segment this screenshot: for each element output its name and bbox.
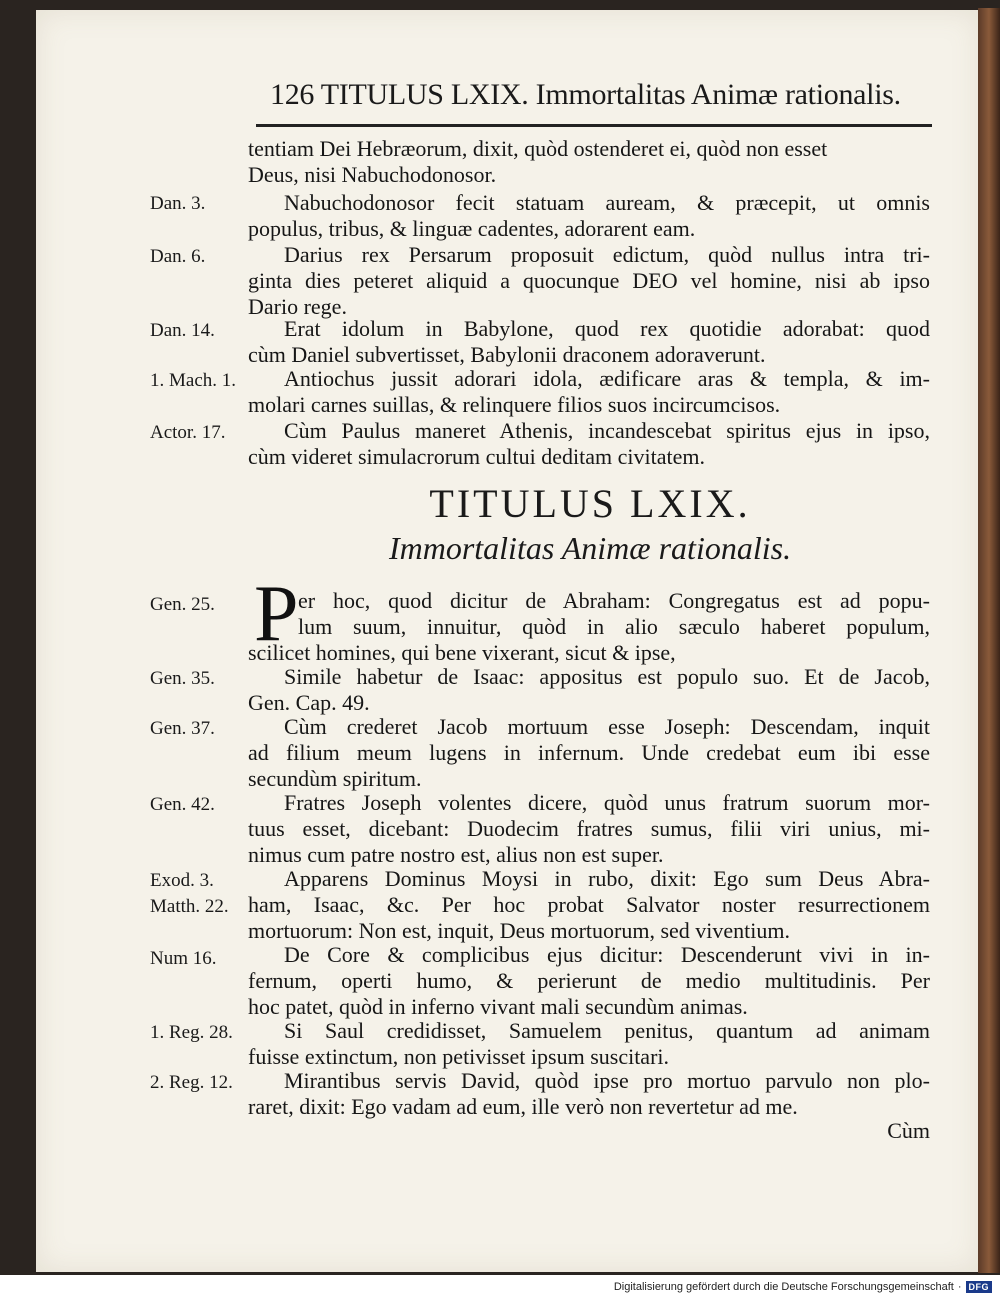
margin-reference: 1. Reg. 28. <box>150 1022 233 1043</box>
text-line: De Core & complicibus ejus dicitur: Descenderunt vivi in in- <box>284 942 930 967</box>
margin-reference: Matth. 22. <box>150 896 229 917</box>
margin-reference: Dan. 6. <box>150 246 206 267</box>
text-line: Cùm crederet Jacob mortuum esse Joseph: Descendam, inquit <box>284 714 930 739</box>
text-line: ginta dies peteret aliquid a quocunque DEO vel homine, nisi ab ipso <box>248 268 930 293</box>
text-line: mortuorum: Non est, inquit, Deus mortuorum, sed viventium. <box>248 918 791 943</box>
margin-reference: Gen. 25. <box>150 594 215 615</box>
text-line: cùm Daniel subvertisset, Babylonii draconem adoraverunt. <box>248 342 766 367</box>
margin-reference: Gen. 35. <box>150 668 215 689</box>
text-line: ad filium meum lugens in infernum. Unde credebat eum ibi esse <box>248 740 930 765</box>
text-line: Dario rege. <box>248 294 347 319</box>
margin-reference: 1. Mach. 1. <box>150 370 237 391</box>
footer-text: Digitalisierung gefördert durch die Deutsche Forschungsgemeinschaft <box>613 1281 954 1293</box>
margin-reference: Dan. 14. <box>150 320 215 341</box>
margin-reference: Gen. 37. <box>150 718 215 739</box>
margin-reference: Num 16. <box>150 948 217 969</box>
text-line: Cùm Paulus maneret Athenis, incandescebat spiritus ejus in ipso, <box>284 418 930 443</box>
margin-reference: Gen. 42. <box>150 794 215 815</box>
text-line: scilicet homines, qui bene vixerant, sicut & ipse, <box>248 640 676 665</box>
running-header: 126 TITULUS LXIX. Immortalitas Animæ rationalis. <box>270 78 901 111</box>
text-line: Si Saul credidisset, Samuelem penitus, quantum ad animam <box>284 1018 930 1043</box>
margin-reference: Actor. 17. <box>150 422 226 443</box>
section-subtitle: Immortalitas Animæ rationalis. <box>388 530 792 566</box>
page-edge <box>978 8 1000 1273</box>
text-line: Erat idolum in Babylone, quod rex quotidie adorabat: quod <box>284 316 930 341</box>
section-title: TITULUS LXIX. <box>429 481 751 526</box>
text-line: Apparens Dominus Moysi in rubo, dixit: Ego sum Deus Abra- <box>284 866 930 891</box>
dfg-logo-icon: DFG <box>966 1281 993 1293</box>
text-line: populus, tribus, & linguæ cadentes, adorarent eam. <box>248 216 696 241</box>
text-line: raret, dixit: Ego vadam ad eum, ille verò non revertetur ad me. <box>248 1094 798 1119</box>
text-line: nimus cum patre nostro est, alius non est super. <box>248 842 664 867</box>
margin-reference: Dan. 3. <box>150 193 206 214</box>
text-line: fernum, operti humo, & perierunt de medio multitudinis. Per <box>248 968 930 993</box>
text-line: Antiochus jussit adorari idola, ædificare aras & templa, & im- <box>284 366 930 391</box>
text-line: lum suum, innuitur, quòd in alio sæculo haberet populum, <box>298 614 930 639</box>
text-line: Simile habetur de Isaac: appositus est populo suo. Et de Jacob, <box>284 664 930 689</box>
text-line: Nabuchodonosor fecit statuam auream, & præcepit, ut omnis <box>284 190 930 215</box>
footer-separator: · <box>957 1281 962 1293</box>
funding-footer <box>614 1281 992 1293</box>
text-line: tuus esset, dicebant: Duodecim fratres sumus, filii viri unius, mi- <box>248 816 930 841</box>
catchword: Cùm <box>887 1118 930 1143</box>
text-line: hoc patet, quòd in inferno vivant mali secundùm animas. <box>248 994 748 1019</box>
header-rule <box>256 124 932 127</box>
text-line: molari carnes suillas, & relinquere filios suos incircumcisos. <box>248 392 781 417</box>
drop-cap: P <box>254 570 299 658</box>
text-line: Gen. Cap. 49. <box>248 690 370 715</box>
text-line: Deus, nisi Nabuchodonosor. <box>248 162 497 187</box>
text-line: fuisse extinctum, non petivisset ipsum suscitari. <box>248 1044 670 1069</box>
text-line: er hoc, quod dicitur de Abraham: Congregatus est ad popu- <box>298 588 930 613</box>
text-line: cùm videret simulacrorum cultui deditam civitatem. <box>248 444 705 469</box>
margin-reference: 2. Reg. 12. <box>150 1072 233 1093</box>
text-line: Fratres Joseph volentes dicere, quòd unus fratrum suorum mor- <box>284 790 930 815</box>
text-line: ham, Isaac, &c. Per hoc probat Salvator noster resurrectionem <box>248 892 930 917</box>
text-line: Mirantibus servis David, quòd ipse pro mortuo parvulo non plo- <box>284 1068 930 1093</box>
text-line: Darius rex Persarum proposuit edictum, quòd nullus intra tri- <box>284 242 930 267</box>
margin-reference: Exod. 3. <box>150 870 214 891</box>
text-line: secundùm spiritum. <box>248 766 422 791</box>
text-line: tentiam Dei Hebræorum, dixit, quòd ostenderet ei, quòd non esset <box>248 136 828 161</box>
